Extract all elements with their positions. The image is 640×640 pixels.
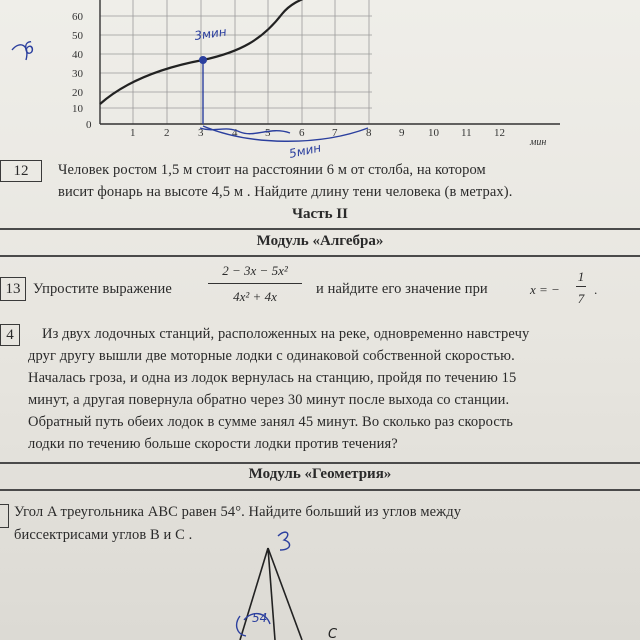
x-tick: 1 [130,127,136,139]
angle-label: 54 [252,611,268,625]
x-value-numerator: 1 [577,269,585,284]
task14-line: минут, а другая повернула обратно через 30 минут после выхода со станции. [28,392,510,408]
task-number-text: 4 [6,326,14,343]
divider [0,489,640,491]
task-number [0,324,20,346]
handwritten-marks [12,45,368,141]
handwritten-label: 3мин [193,24,228,43]
x-tick: 2 [164,127,170,139]
y-tick: 30 [72,68,83,80]
task14-line: друг другу вышли две моторные лодки с одинаковой собственной скоростью. [28,348,515,364]
task-number-text: 12 [13,162,29,179]
x-tick: 8 [366,127,372,139]
module-heading: Модуль «Алгебра» [256,233,384,249]
divider [0,228,640,230]
task15-line: Угол A треугольника ABC равен 54°. Найдите больший из углов между [14,504,462,520]
fraction-bar [576,286,586,287]
x-value: x = − [530,282,560,297]
task12-line: висит фонарь на высоте 4,5 м . Найдите длину тени человека (в метрах). [58,184,513,200]
task-number-box [0,504,9,528]
x-tick: 4 [232,127,238,139]
y-tick: 10 [72,103,83,115]
distance-time-graph [0,0,640,161]
y-tick: 60 [72,11,83,23]
x-tick: 5 [265,127,271,139]
triangle-sketch [200,520,360,640]
margin-scribble: 6 [20,37,37,59]
y-tick: 20 [72,87,83,99]
task15-line: биссектрисами углов B и C . [14,527,193,543]
fraction-numerator: 2 − 3x − 5x² [222,263,288,278]
task13-suffix: и найдите его значение при [316,281,488,297]
fraction-denominator: 4x² + 4x [233,289,277,304]
x-tick: 7 [332,127,338,139]
task14-line: Обратный путь обеих лодок в сумме занял 45 минут. Во сколько раз скорость [28,414,514,430]
task14-line: лодки по течению больше скорости лодки против течения? [28,436,398,452]
task-number-text: 13 [5,280,21,297]
task14-line: Началась гроза, и одна из лодок вернулась на станцию, пройдя по течению 15 [28,370,517,386]
divider [0,462,640,464]
x-value-denominator: 7 [577,291,585,306]
x-unit: мин [530,137,547,148]
period: . [594,282,598,297]
task12-line: Человек ростом 1,5 м стоит на расстоянии 6 м от столба, на котором [58,162,486,178]
part-title: Часть II [292,206,348,222]
module-heading: Модуль «Геометрия» [248,466,392,482]
handwritten-label: 5мин [287,140,323,161]
graph-grid [100,0,372,124]
divider [0,255,640,257]
x-tick: 9 [399,127,405,139]
task-number [0,160,42,182]
y-tick: 50 [72,30,83,42]
x-tick: 3 [198,127,204,139]
x-tick: 12 [494,127,505,139]
vertex-label: C [328,627,338,640]
task14-line: Из двух лодочных станций, расположенных на реке, одновременно навстречу [42,326,530,342]
task13-prefix: Упростите выражение [33,281,172,297]
x-tick: 6 [299,127,305,139]
fraction-bar [208,283,302,284]
x-tick: 10 [428,127,439,139]
y-tick: 0 [86,119,92,131]
x-tick: 11 [461,127,472,139]
y-tick: 40 [72,49,83,61]
task-number [0,277,26,301]
